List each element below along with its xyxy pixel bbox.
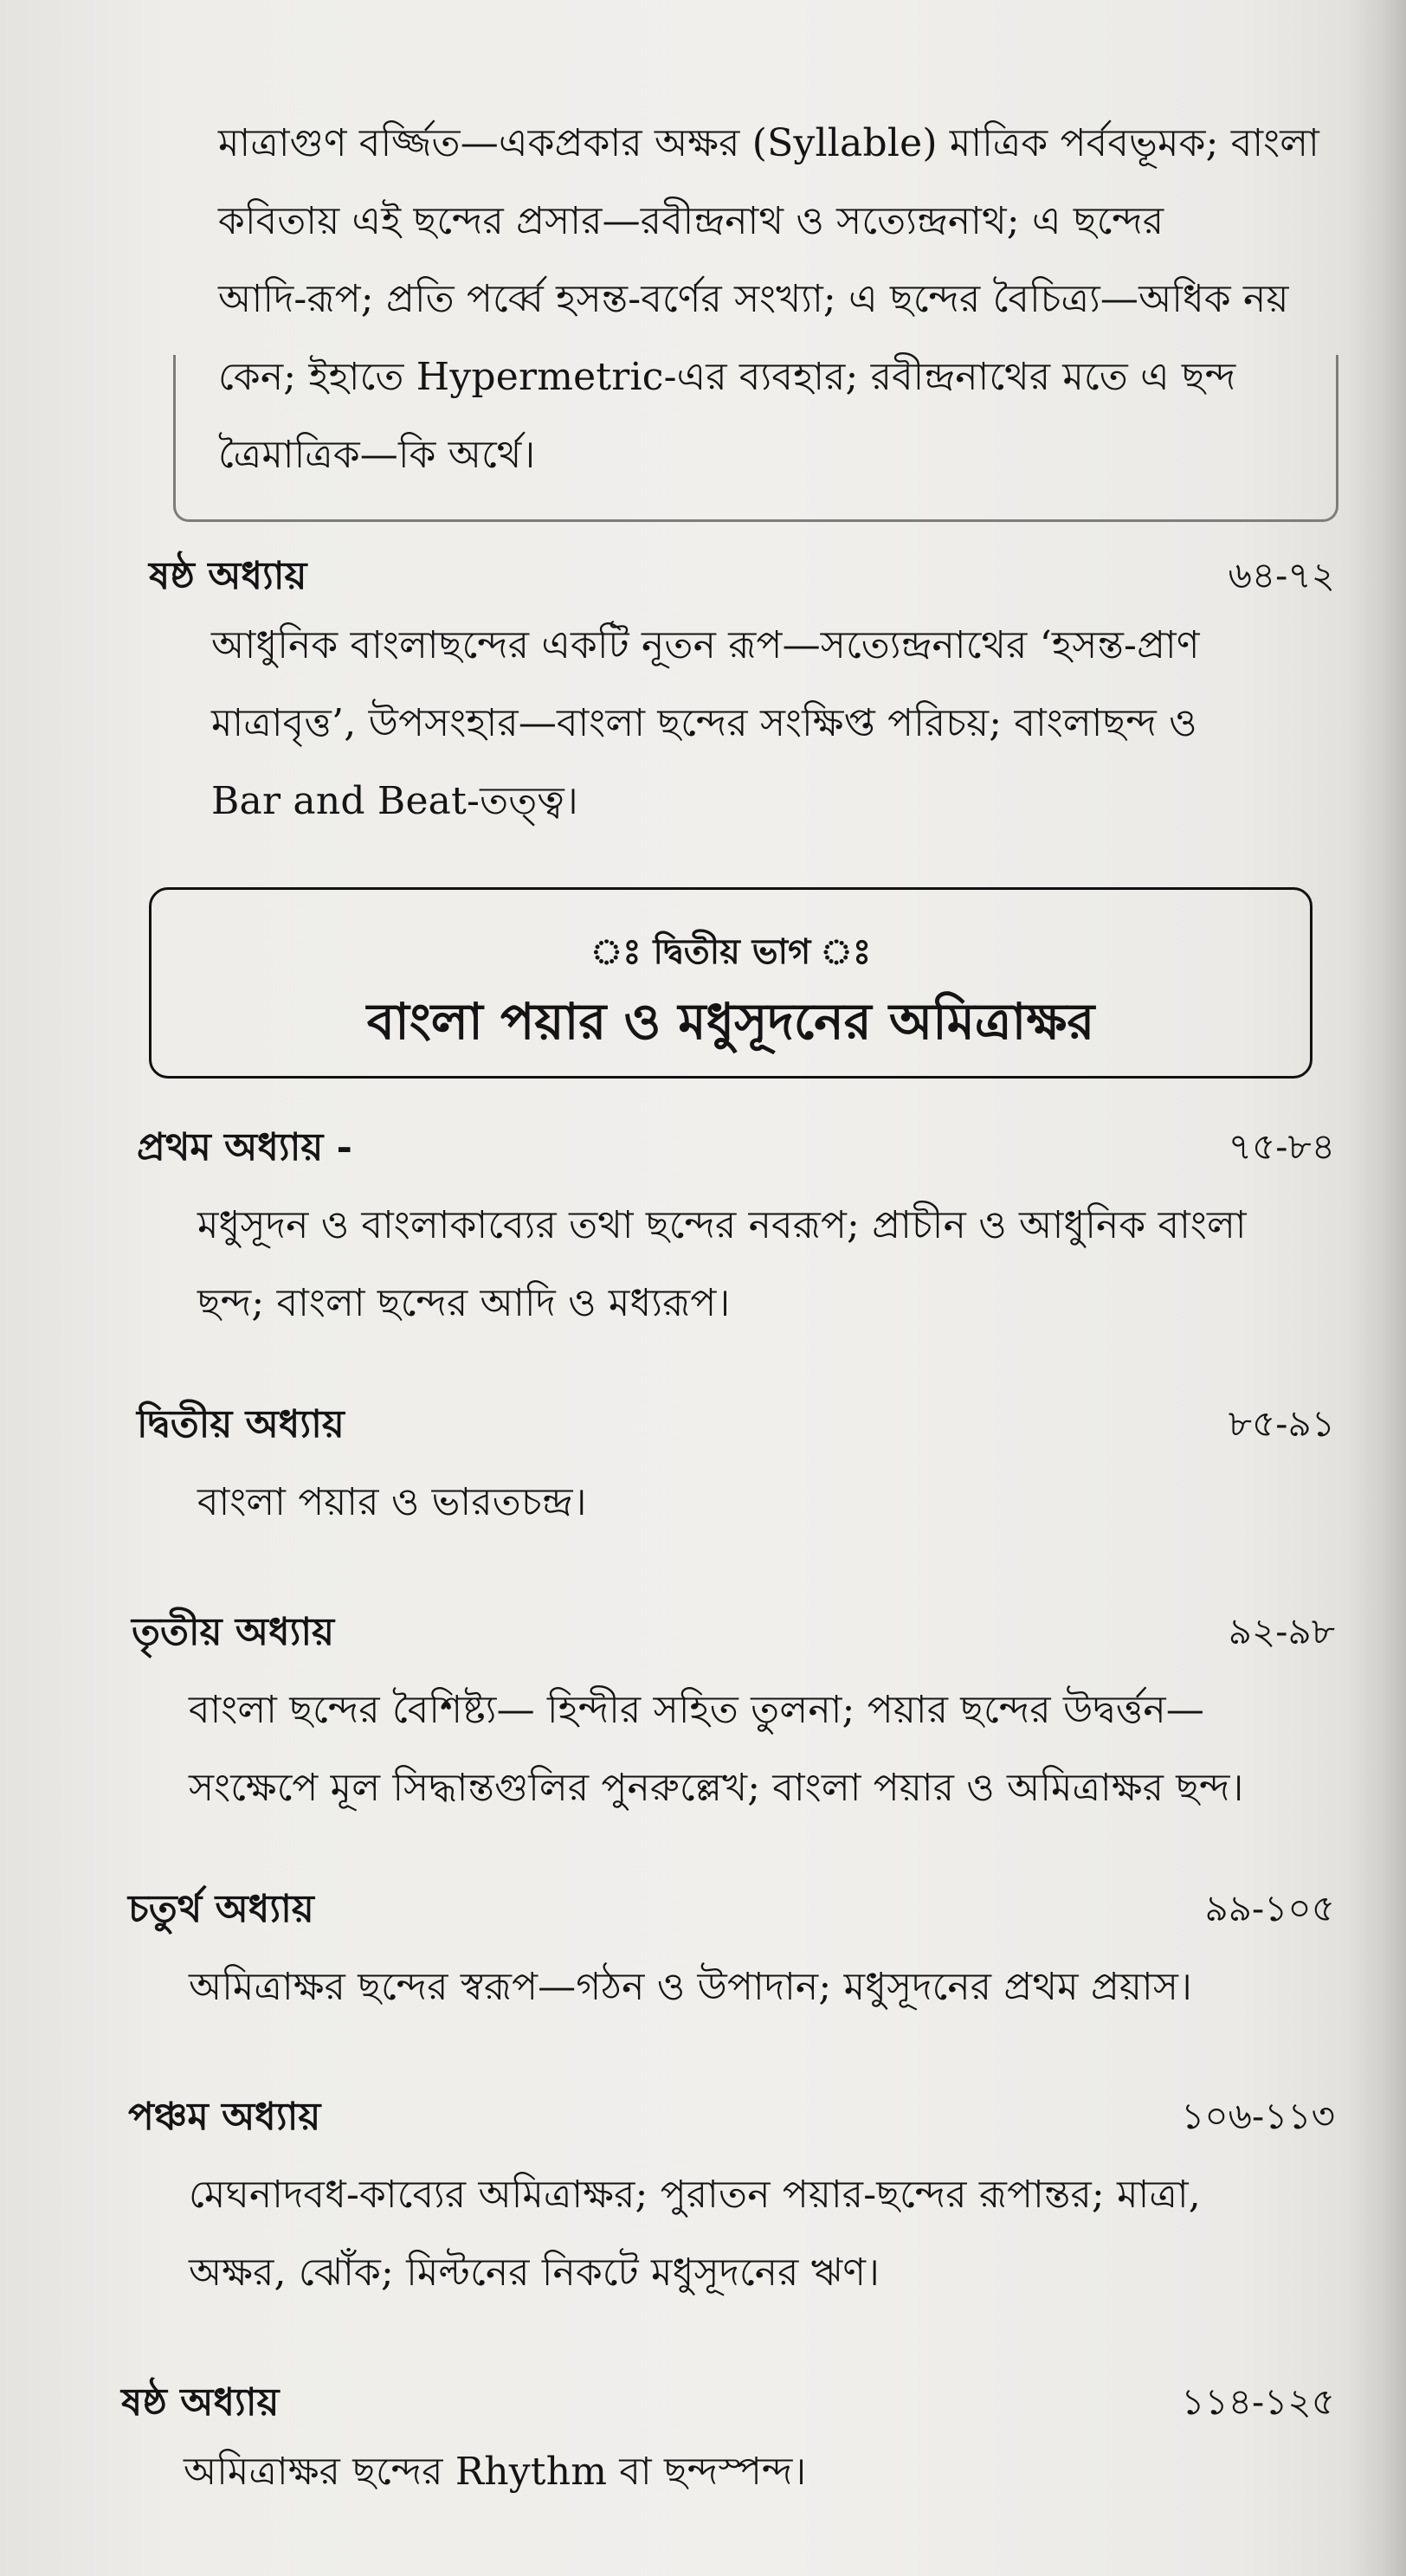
chapter-summary-line: সংক্ষেপে মূল সিদ্ধান্তগুলির পুনরুল্লেখ; বাংলা পয়ার ও অমিত্রাক্ষর ছন্দ। (189, 1766, 1244, 1810)
intro-line: মাত্রাগুণ বর্জ্জিত—একপ্রকার অক্ষর (Syllable) মাত্রিক পর্ববভূমক; বাংলা (218, 121, 1319, 165)
chapter-summary-line: মাত্রাবৃত্ত’, উপসংহার—বাংলা ছন্দের সংক্ষিপ্ত পরিচয়; বাংলাছন্দ ও (211, 701, 1197, 745)
chapter-heading: পঞ্চম অধ্যায় (128, 2095, 321, 2139)
chapter-summary-line: মেঘনাদবধ-কাব্যের অমিত্রাক্ষর; পুরাতন পয়ার-ছন্দের রূপান্তর; মাত্রা, (189, 2173, 1201, 2217)
page-edge-shadow (1345, 0, 1406, 2576)
page-range: ৭৫-৮৪ (1228, 1125, 1335, 1168)
chapter-summary-line: অমিত্রাক্ষর ছন্দের স্বরূপ—গঠন ও উপাদান; মধুসূদনের প্রথম প্রয়াস। (189, 1965, 1193, 2009)
chapter-summary-line: মধুসূদন ও বাংলাকাব্যের তথা ছন্দের নবরূপ; প্রাচীন ও আধুনিক বাংলা (197, 1203, 1247, 1247)
page-range: ৯২-৯৮ (1228, 1610, 1335, 1652)
part-title-box (149, 887, 1312, 1079)
page-range: ৯৯-১০৫ (1204, 1887, 1335, 1929)
chapter-summary-line: আধুনিক বাংলাছন্দের একটি নূতন রূপ—সত্যেন্দ্রনাথের ‘হসন্ত-প্রাণ (211, 623, 1200, 667)
intro-line: কবিতায় এই ছন্দের প্রসার—রবীন্দ্রনাথ ও সত্যেন্দ্রনাথ; এ ছন্দের (218, 199, 1164, 243)
chapter-heading: ষষ্ঠ অধ্যায় (121, 2380, 280, 2425)
chapter-heading: দ্বিতীয় অধ্যায় (137, 1402, 345, 1446)
chapter-summary-line: অমিত্রাক্ষর ছন্দের Rhythm বা ছন্দস্পন্দ। (184, 2450, 807, 2494)
chapter-summary-line: ছন্দ; বাংলা ছন্দের আদি ও মধ্যরূপ। (197, 1281, 731, 1325)
chapter-heading: চতুর্থ অধ্যায় (128, 1887, 314, 1931)
part-title: বাংলা পয়ার ও মধুসূদনের অমিত্রাক্ষর (366, 992, 1095, 1051)
chapter-summary-line: Bar and Beat-তত্ত্ব। (211, 779, 578, 823)
page-range: ৬৪-৭২ (1228, 554, 1335, 596)
chapter-summary-line: বাংলা পয়ার ও ভারতচন্দ্র। (197, 1480, 587, 1524)
intro-line: আদি-রূপ; প্রতি পর্ব্বে হসন্ত-বর্ণের সংখ্যা; এ ছন্দের বৈচিত্র্য—অধিক নয় (218, 277, 1289, 321)
chapter-summary-line: অক্ষর, ঝোঁক; মিল্টনের নিকটে মধুসূদনের ঋণ। (189, 2251, 880, 2295)
intro-line: কেন; ইহাতে Hypermetric-এর ব্যবহার; রবীন্দ্রনাথের মতে এ ছন্দ (218, 355, 1236, 399)
page-range: ১১৪-১২৫ (1181, 2380, 1335, 2423)
page-range: ৮৫-৯১ (1228, 1402, 1335, 1445)
chapter-heading: ষষ্ঠ অধ্যায় (149, 554, 307, 598)
chapter-heading: প্রথম অধ্যায় - (137, 1125, 352, 1169)
part-label: ঃ দ্বিতীয় ভাগ ঃ (590, 931, 872, 972)
page-range: ১০৬-১১৩ (1181, 2095, 1335, 2137)
intro-line: ত্রৈমাত্রিক—কি অর্থে। (218, 433, 536, 477)
chapter-heading: তৃতীয় অধ্যায় (132, 1610, 335, 1654)
chapter-summary-line: বাংলা ছন্দের বৈশিষ্ট্য— হিন্দীর সহিত তুলনা; পয়ার ছন্দের উদ্বর্ত্তন— (189, 1688, 1205, 1732)
